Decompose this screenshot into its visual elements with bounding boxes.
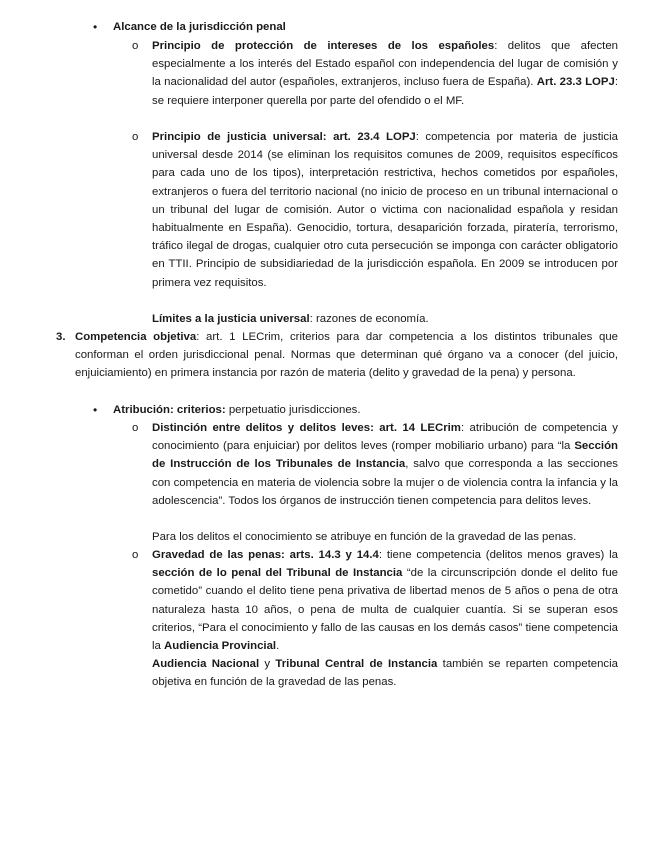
alcance-title: Alcance de la jurisdicción penal	[113, 21, 286, 33]
bullet-circle: o	[132, 549, 139, 561]
gravedad-penas-title: Gravedad de las penas: arts. 14.3 y 14.4	[152, 549, 379, 561]
art-23-3-text: : se requiere interponer querella por parte del ofendido o el MF.	[152, 76, 618, 107]
atribucion-title: Atribución: criterios:	[113, 404, 226, 416]
atribucion-text: perpetuatio jurisdicciones.	[225, 404, 361, 416]
gravedad-penas-text: : tiene competencia (delitos menos graves) la	[378, 549, 618, 561]
gravedad-note-text: Para los delitos el conocimiento se atribuye en función de la gravedad de las penas.	[152, 531, 577, 543]
limites-title: Límites a la justicia universal	[152, 313, 310, 325]
bullet-circle: o	[132, 131, 139, 143]
gravedad-penas-text-3: .	[276, 640, 280, 653]
bullet-dot: •	[93, 403, 98, 417]
delitos-leves-paragraph	[152, 419, 618, 510]
delitos-leves-text-2: , salvo que corresponda a las secciones con competencia en materia de violencia sobre la mujer o de violencia contra la infancia y la adolescencia”. Todos los órganos de instrucción tienen competencia para delitos leves.	[152, 458, 618, 507]
principio-proteccion-text: : delitos que afecten especialmente a los interés del Estado español con independencia del lugar de comisión y la nacionalidad del autor (españoles, extranjeros, incluso fuera de España).	[152, 40, 618, 89]
justicia-universal-text: : competencia por materia de justicia universal desde 2014 (se eliminan los requisitos comunes de 2009, requisitos específicos para cada uno de los tipos), interpretación restrictiva, hechos cometidos por españoles, extranjeros o fuera del territorio nacional (no inicio de proceso en un tribunal internacional o un tribunal del lugar de comisión. Autor o victima con nacionalidad española y residan habitualmente en España). Genocidio, tortura, desaparición forzada, piratería, terrorismo, tráfico ilegal de drogas, cualquier otro cuta persecución se imponga con carácter obligatorio en TTII. Principio de subsidiariedad de la jurisdicción española. En 2009 se introducen por primera vez requisitos.	[152, 131, 618, 289]
tribunal-central: Tribunal Central de Instancia	[275, 658, 438, 670]
audiencia-nacional-paragraph	[152, 655, 618, 691]
competencia-objetiva-paragraph	[75, 328, 618, 383]
seccion-penal: sección de lo penal del Tribunal de Instancia	[152, 567, 403, 580]
art-23-3-ref: Art. 23.3 LOPJ	[536, 76, 615, 89]
atribucion-line	[113, 401, 618, 419]
section-number: 3.	[56, 331, 66, 343]
audiencia-nacional-text: también se reparten competencia objetiva en función de la gravedad de las penas.	[152, 658, 618, 689]
gravedad-penas-text-2: “de la circunscripción donde el delito fue cometido” cuando el delito tiene pena privativa de libertad menos de 5 años o pena de otra naturaleza hasta 10 años, o pena de multa de cualquier cuantía. Si se superan esos criterios, “Para el conocimiento y fallo de las causas en los demás casos” tiene competencia la	[152, 567, 618, 653]
bullet-circle: o	[132, 422, 139, 434]
connector-text: y	[259, 658, 276, 670]
limites-paragraph	[152, 310, 618, 328]
gravedad-note	[152, 528, 618, 546]
principio-proteccion-title: Principio de protección de intereses de los españoles	[152, 40, 495, 52]
justicia-universal-title: Principio de justicia universal: art. 23.4 LOPJ	[152, 131, 416, 143]
bullet-circle: o	[132, 40, 139, 52]
bullet-dot: •	[93, 20, 98, 34]
limites-text: : razones de economía.	[309, 313, 429, 325]
gravedad-penas-paragraph	[152, 546, 618, 655]
delitos-leves-text: : atribución de competencia y conocimiento (para enjuiciar) por delitos leves (romper mobiliario urbano) para “la	[152, 422, 618, 453]
principio-proteccion-paragraph	[152, 37, 618, 110]
alcance-heading	[113, 18, 618, 36]
audiencia-provincial: Audiencia Provincial	[164, 640, 277, 653]
competencia-objetiva-title: Competencia objetiva	[75, 331, 197, 343]
competencia-objetiva-text: : art. 1 LECrim, criterios para dar competencia a los distintos tribunales que conforman el orden jurisdiccional penal. Normas que determinan qué órgano va a conocer (del juicio, enjuiciamiento) en primera instancia por razón de materia (delito y gravedad de la pena) y persona.	[75, 331, 618, 380]
justicia-universal-paragraph	[152, 128, 618, 292]
seccion-instruccion: Sección de Instrucción de los Tribunales de Instancia	[152, 440, 618, 471]
delitos-leves-title: Distinción entre delitos y delitos leves: art. 14 LECrim	[152, 422, 461, 434]
audiencia-nacional: Audiencia Nacional	[152, 658, 260, 670]
